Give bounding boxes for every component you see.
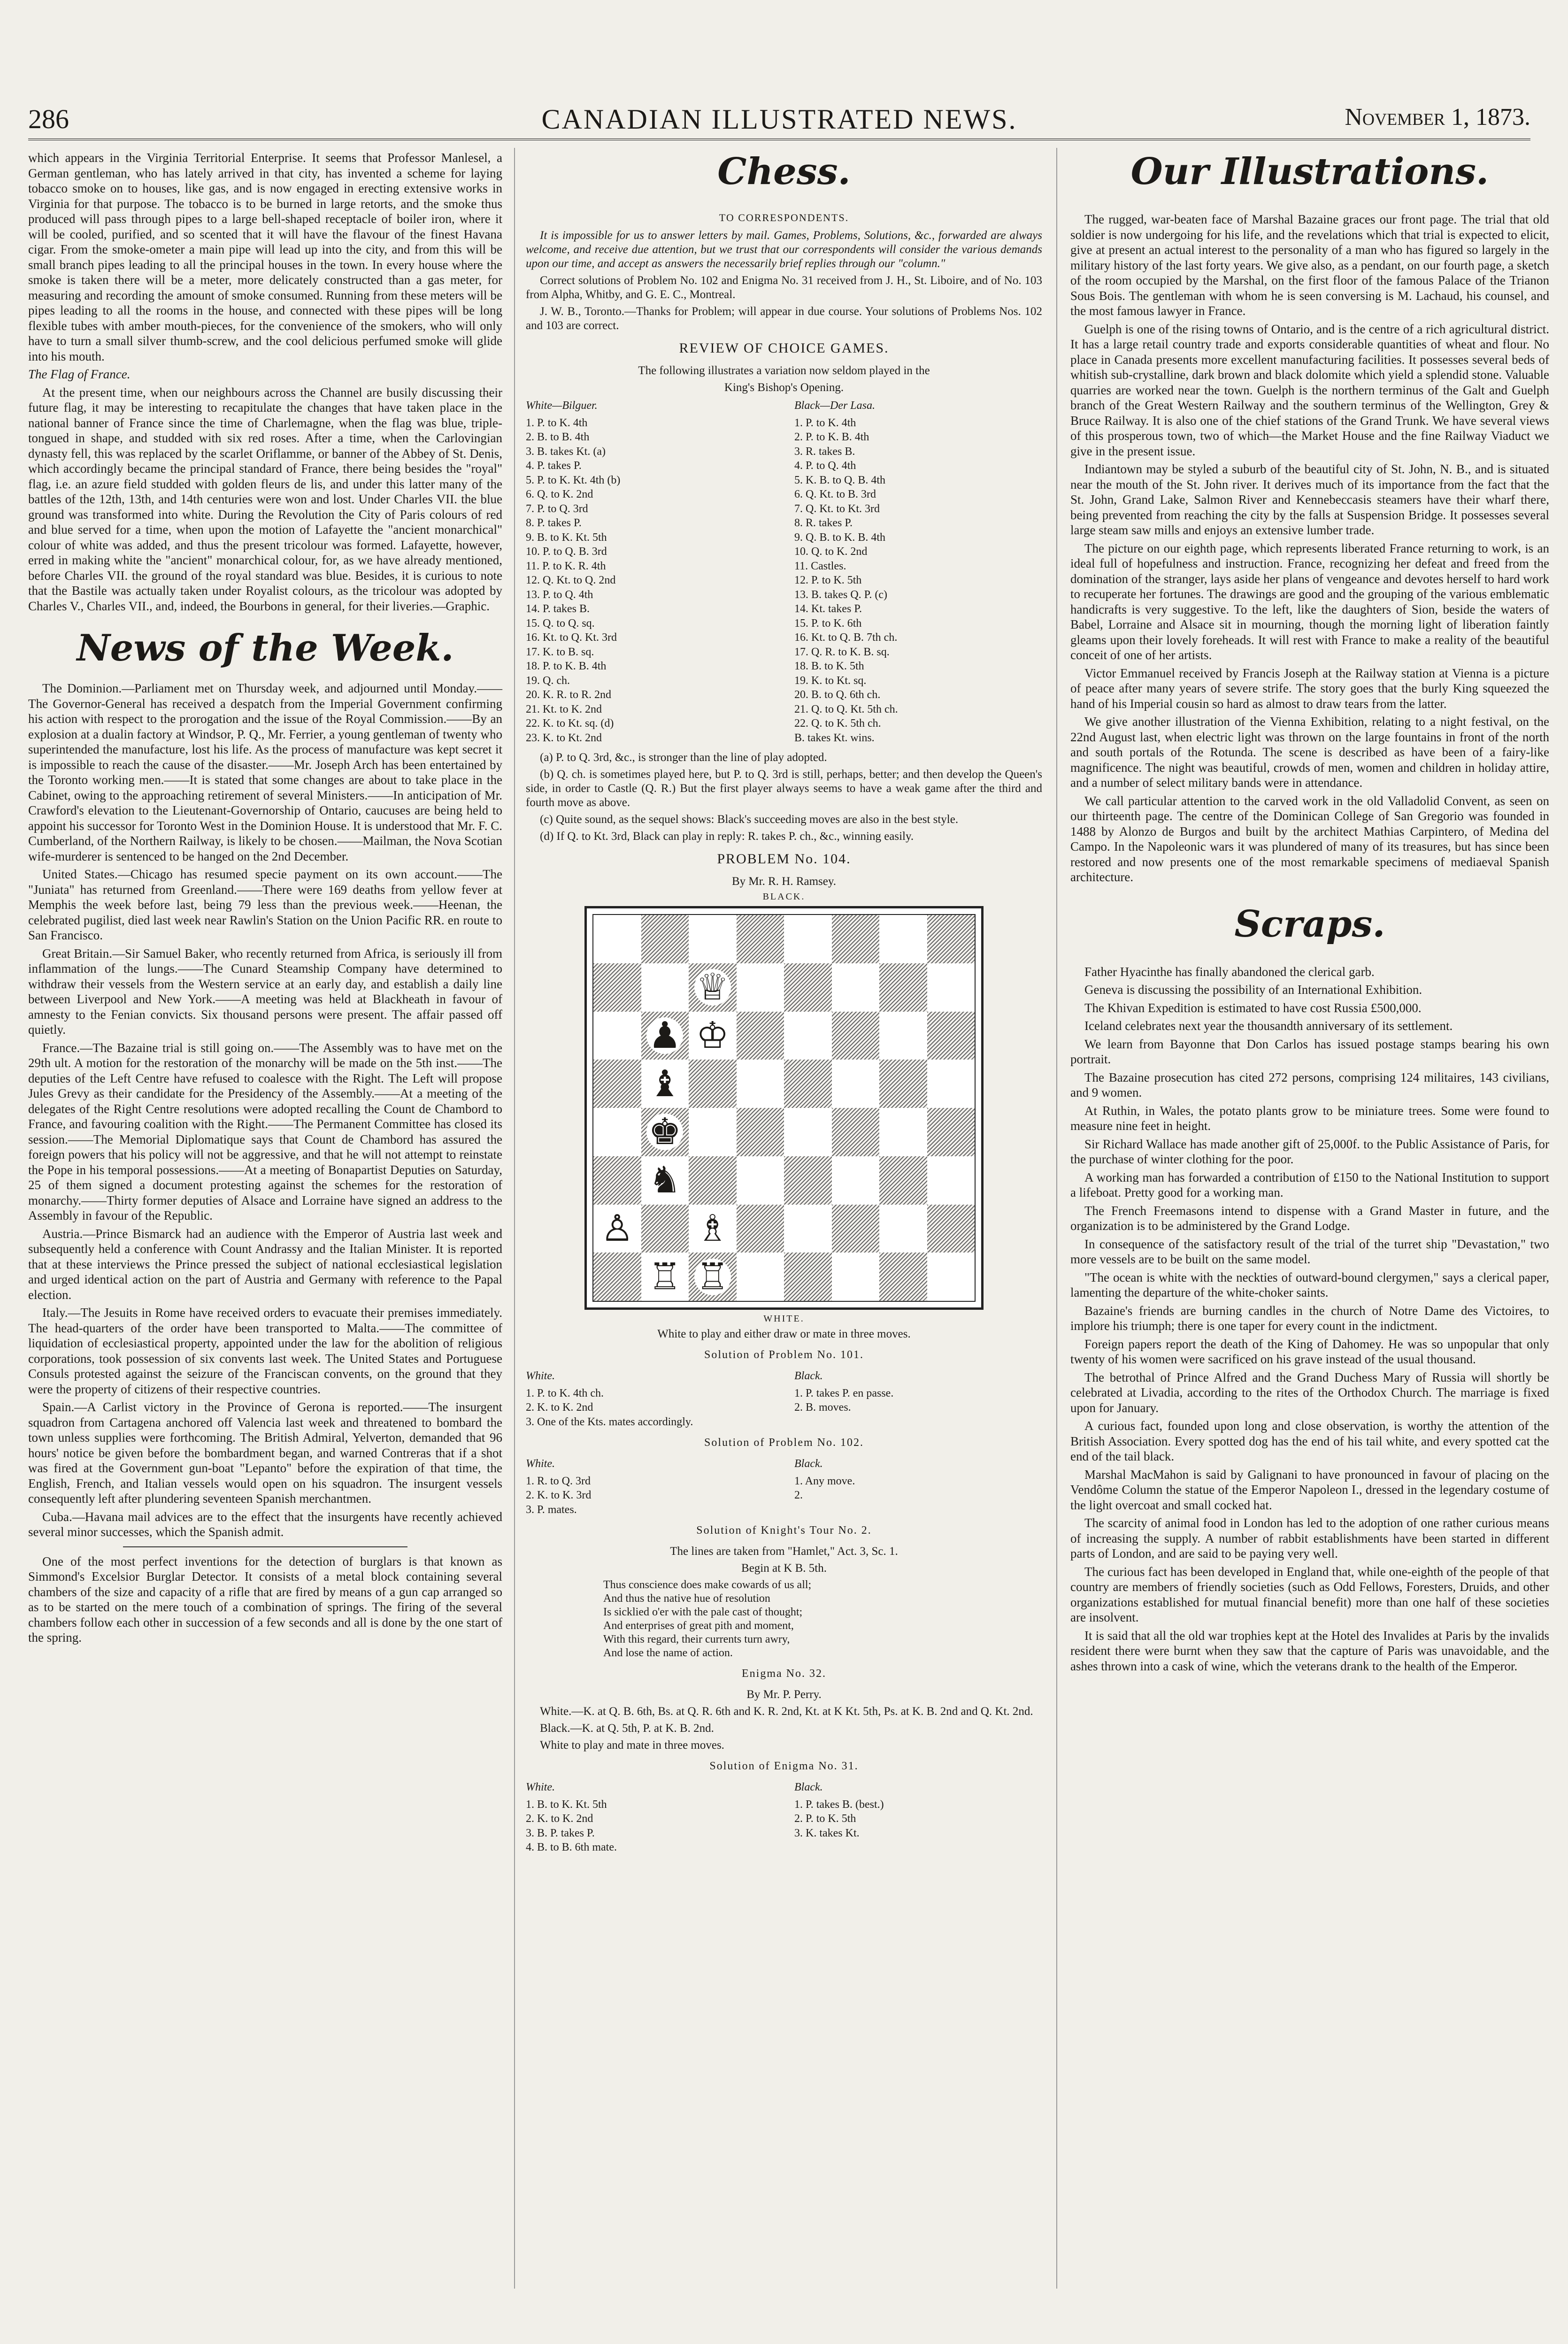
enigma-black: Black.—K. at Q. 5th, P. at K. B. 2nd. (540, 1722, 714, 1735)
illustration-paragraph: We give another illustration of the Vienna Exhibition, relating to a night festival, on the 22nd August last, when electric light was thrown on the large fountains in front of the north and south portals of the Rotunda. The scene is described as have been of a fairy-like magnificence. The night was beautiful, crowds of men, women and children in holiday attire, and a number of select military bands were in attendance. (1070, 715, 1549, 790)
board-square-e1 (784, 915, 832, 963)
illustrations-heading: Our Illustrations. (1130, 150, 1489, 193)
board-square-b3 (641, 1012, 689, 1060)
news-france: France.—The Bazaine trial is still going on.——The Assembly was to have met on the 29th ult. A motion for the restoration of the monarchy will be made on the 5th inst.——The deputies of the Left Centre have refused to coalesce with the Right. The Left will propose Jules Grevy as their candidate for the Presidency of the Assembly.——At a meeting of the delegates of the Right Centre resolutions were adopted recalling the Count de Chambord to France, and favouring coalition with the Right.——The Permanent Committee has closed its session.——The Memorial Diplomatique says that Count de Chambord has assured the foreign powers that his policy will not be aggressive, and that he will not attempt to reinstate the Pope in his temporal possessions.——At a meeting of Bonapartist Deputies on Saturday, 25 of them signed a document protesting against the schemes for the restoration of monarchy.——Thirty former deputies of Alsace and Lorraine have signed an address to the Assembly in favour of the Republic. (28, 1040, 502, 1222)
problem-caption: White to play and either draw or mate in three moves. (657, 1328, 911, 1340)
move: 18. B. to K. 5th (794, 660, 864, 672)
scrap-item: The Khivan Expedition is estimated to have cost Russia £500,000. (1084, 1000, 1422, 1015)
board-square-c2 (689, 963, 737, 1012)
move: 22. Q. to K. 5th ch. (794, 717, 881, 730)
scrap-item: We learn from Bayonne that Don Carlos has issued postage stamps bearing his own portrait. (1070, 1037, 1549, 1066)
move: 10. P. to Q. B. 3rd (526, 546, 607, 558)
solution-102-title: Solution of Problem No. 102. (704, 1437, 864, 1449)
move: 3. K. takes Kt. (794, 1827, 860, 1839)
move: 11. Castles. (794, 560, 846, 572)
solution-101 (526, 1369, 1042, 1429)
note-c: (c) Quite sound, as the sequel shows: Black's succeeding moves are also in the best style. (540, 813, 959, 826)
scraps-heading: Scraps. (1234, 902, 1385, 945)
board-square-h4 (927, 1060, 975, 1108)
board-square-g8 (879, 1253, 927, 1301)
correct-solutions: Correct solutions of Problem No. 102 and Enigma No. 31 received from J. H., St. Liboire, and of No. 103 from Alpha, Whitby, and G. E. C., Montreal. (526, 274, 1042, 301)
move: 9. B. to K. Kt. 5th (526, 531, 607, 544)
board-square-f8 (832, 1253, 880, 1301)
burglar-paragraph: One of the most perfect inventions for the detection of burglars is that known as Simmond's Excelsior Burglar Detector. It consists of a metal block containing several chambers of the size and capacity of a rifle that are fired by means of a gun cap arranged so as to be started on the mere touch of a combination of springs. The firing of the several chambers follow each other in succession of a few seconds and all is done by the one start of the spring. (28, 1554, 502, 1645)
enigma-author: By Mr. P. Perry. (746, 1688, 822, 1701)
board-square-h3 (927, 1012, 975, 1060)
board-square-a6 (593, 1156, 641, 1205)
board-square-e4 (784, 1060, 832, 1108)
board-square-g5 (879, 1108, 927, 1156)
chess-piece-c7: ♗ (694, 1210, 731, 1247)
chess-piece-b8: ♖ (646, 1259, 683, 1295)
board-square-f4 (832, 1060, 880, 1108)
board-square-d5 (737, 1108, 784, 1156)
flag-paragraph: At the present time, when our neighbours across the Channel are busily discussing their future flag, it may be interesting to recapitulate the changes that have taken place in the national banner of France since the time of Charlemagne, when the flag was blue, triple-tongued in shape, and studded with six red roses. After a time, when the Carlovingian dynasty fell, this was replaced by the scarlet Oriflamme, or banner of the Abbey of St. Denis, which accordingly became the principal standard of France, there being besides the "royal" flag, i.e. an azure field studded with golden fleurs de lis, and under this latter many of the battles of the 12th, 13th, and 14th centuries were won and lost. Under Charles VII. the blue ground was transformed into white. During the Revolution the City of Paris colours of red and blue served for a time, when upon the motion of Lafayette the "ancient monarchical" colour of white was added, and thus the present tricolour was formed. Lafayette, however, erred in making white the "ancient" monarchical colour, for, as we have already mentioned, before Charles VII. the ground of the royal standard was blue. Besides, it is curious to note that the Bastile was actually taken under Royalist colours, as the tricolour was adopted by Charles V., Charles VII., and, indeed, the Bourbons in general, for their liveries.—Graphic. (28, 385, 502, 613)
review-title: REVIEW OF CHOICE GAMES. (679, 340, 889, 356)
board-square-h8 (927, 1253, 975, 1301)
board-square-h5 (927, 1108, 975, 1156)
move: 3. P. mates. (526, 1503, 577, 1516)
board-square-b2 (641, 963, 689, 1012)
column-rule (514, 148, 515, 2289)
board-square-d8 (737, 1253, 784, 1301)
board-square-b7 (641, 1205, 689, 1253)
illustration-paragraph: The rugged, war-beaten face of Marshal Bazaine graces our front page. The trial that old soldier is now undergoing for his life, and the revelations which that trial is expected to elicit, give at present an actual interest to the personality of a man who has figured so largely in the military history of the last forty years. We give also, as a pendant, on our fourth page, a sketch of the room occupied by the Marshal, on the first floor of the famous Palace of the Trianon Sous Bois. The gentleman with whom he is seen conversing is M. Lachaud, his counsel, and the most famous lawyer in France. (1070, 212, 1549, 318)
news-heading: News of the Week. (77, 627, 454, 669)
move: 5. K. B. to Q. B. 4th (794, 474, 886, 486)
board-square-e8 (784, 1253, 832, 1301)
board-square-a4 (593, 1060, 641, 1108)
board-square-d4 (737, 1060, 784, 1108)
move: 7. Q. Kt. to Kt. 3rd (794, 502, 880, 515)
scrap-item: The scarcity of animal food in London has led to the adoption of one rather curious means of increasing the supply. A number of rabbit establishments have been started in different parts of London, and are said to be paying very well. (1070, 1516, 1549, 1560)
board-square-h2 (927, 963, 975, 1012)
solution-31-white (526, 1780, 774, 1855)
black-moves (794, 399, 1042, 745)
move: 1. P. to K. 4th (794, 416, 856, 429)
board-square-g6 (879, 1156, 927, 1205)
chess-board-frame (584, 906, 984, 1310)
scrap-item: A working man has forwarded a contribution of £150 to the National Institution to support a lifeboat. Pretty good for a working man. (1070, 1170, 1549, 1199)
board-square-d3 (737, 1012, 784, 1060)
move: 2. P. to K. 5th (794, 1813, 856, 1825)
move: 4. P. takes P. (526, 460, 582, 472)
move: 1. R. to Q. 3rd (526, 1475, 591, 1487)
white-label: WHITE. (763, 1314, 805, 1324)
scrap-item: The Bazaine prosecution has cited 272 persons, comprising 124 militaires, 143 civilians, and 9 women. (1070, 1070, 1549, 1099)
knights-tour-intro: The lines are taken from "Hamlet," Act. 3, Sc. 1. (670, 1545, 898, 1558)
move: 18. P. to K. B. 4th (526, 660, 607, 672)
board-square-e5 (784, 1108, 832, 1156)
chess-piece-b3: ♟ (646, 1017, 683, 1054)
illustration-paragraph: The picture on our eighth page, which represents liberated France returning to work, is an ideal full of hopefulness and instruction. France, recognizing her defeat and freed from the domination of the stranger, lays aside her plans of vengeance and devotes herself to hard work to recuperate her fortunes. The drawings are good and the grouping of the various emblematic handicrafts is very suggestive. To the left, like the daughters of Sion, beside the waters of Babel, Lorraine and Alsace sit in mourning, though the morning light of liberation faintly gleams upon their lovely foreheads. It will rest with France to make a reality of the beautiful conceit of one of her artists. (1070, 541, 1549, 662)
move: 1. P. to K. 4th ch. (526, 1387, 604, 1399)
board-square-a2 (593, 963, 641, 1012)
move: 19. K. to Kt. sq. (794, 674, 867, 687)
move: 6. Q. Kt. to B. 3rd (794, 488, 876, 500)
scrap-item: Marshal MacMahon is said by Galignani to have pronounced in favour of placing on the Vendôme Column the statue of the Emperor Napoleon I., dressed in the legendary costume of the light overcoat and small cocked hat. (1070, 1467, 1549, 1512)
scrap-item: Bazaine's friends are burning candles in the church of Notre Dame des Victoires, to implore his triumph; there is one taper for every count in the indictment. (1070, 1303, 1549, 1333)
verse-line: And enterprises of great pith and moment, (603, 1620, 794, 1632)
board-square-d6 (737, 1156, 784, 1205)
scrap-item: A curious fact, founded upon long and close observation, is worthy the attention of the British Association. Every spotted dog has the end of his tail white, and every spotted cat the end of the tail black. (1070, 1419, 1549, 1463)
move: 15. P. to K. 6th (794, 617, 862, 630)
move: 16. Kt. to Q. B. 7th ch. (794, 631, 898, 644)
board-square-h6 (927, 1156, 975, 1205)
col-head: Black. (794, 1458, 823, 1470)
white-player: White—Bilguer. (526, 400, 598, 412)
divider (123, 1546, 407, 1547)
move: 12. Q. Kt. to Q. 2nd (526, 574, 616, 586)
move: 2. B. moves. (794, 1401, 851, 1414)
board-square-c7 (689, 1205, 737, 1253)
verse-line: With this regard, their currents turn awry, (603, 1633, 790, 1645)
board-square-g7 (879, 1205, 927, 1253)
column-right (1070, 150, 1549, 1676)
enigma-title: Enigma No. 32. (742, 1668, 826, 1680)
note-b: (b) Q. ch. is sometimes played here, but P. to Q. 3rd is still, perhaps, better; and then develop the Queen's side, in order to Castle (Q. R.) But the first player always seems to have a weak game after the third and fourth move as above. (526, 768, 1042, 809)
board-square-c3 (689, 1012, 737, 1060)
scrap-item: The French Freemasons intend to dispense with a Grand Master in future, and the organization is to be administered by the Grand Lodge. (1070, 1203, 1549, 1233)
move: 4. B. to B. 6th mate. (526, 1841, 617, 1853)
move: 1. P. takes B. (best.) (794, 1798, 884, 1811)
board-square-c5 (689, 1108, 737, 1156)
board-square-h7 (927, 1205, 975, 1253)
enigma-caption: White to play and mate in three moves. (540, 1739, 724, 1752)
news-dominion: The Dominion.—Parliament met on Thursday week, and adjourned until Monday.——The Governor-General has received a despatch from the Imperial Government confirming his action with respect to the prorogation and the issue of the Royal Commission.——By an explosion at a dualin factory at Windsor, P. Q., Mr. Ferrier, a young gentleman of twenty who superintended the manufacture, lost his life. As the process of manufacture was kept secret it is impossible to reach the cause of the disaster.——Mr. Joseph Arch has been entertained by the Toronto working men.——It is stated that some changes are about to take place in the Cabinet, owing to the approaching retirement of several Ministers.——In anticipation of Mr. Crawford's elevation to the Lieutenant-Governorship of Ontario, caucuses are being held to appoint his successor for Toronto West in the Dominion House. It is understood that Mr. F. C. Cumberland, of the Northern Railway, is likely to be chosen.——Mailman, the Nova Scotian wife-murderer is sentenced to be hanged on the 2nd December. (28, 681, 502, 863)
board-square-g4 (879, 1060, 927, 1108)
board-square-b1 (641, 915, 689, 963)
illustration-paragraph: Indiantown may be styled a suburb of the beautiful city of St. John, N. B., and is situated near the mouth of the St. John river. It derives much of its importance from the fact that the St. John, Grand Lake, Salmon River and Kennebeccasis steamers have their wharf there, being prevented from reaching the city by the falls at Suspension Bridge. It possesses several large steam saw mills and enjoys an extensive lumber trade. (1070, 462, 1549, 537)
move: 3. R. takes B. (794, 445, 855, 458)
move: 20. K. R. to R. 2nd (526, 689, 612, 701)
move: 16. Kt. to Q. Kt. 3rd (526, 631, 617, 644)
board-square-f6 (832, 1156, 880, 1205)
board-square-e6 (784, 1156, 832, 1205)
review-intro: The following illustrates a variation now seldom played in the (638, 364, 930, 377)
scrap-item: The betrothal of Prince Alfred and the Grand Duchess Mary of Russia will shortly be celebrated at Livadia, according to the rites of the Orthodox Church. The marriage is fixed upon for January. (1070, 1370, 1549, 1415)
solution-102-black (794, 1457, 1042, 1517)
news-spain: Spain.—A Carlist victory in the Province of Gerona is reported.——The insurgent squadron from Cartagena anchored off Valencia last week and threatened to bombard the town unless supplies were forthcoming. The British Admiral, Yelverton, demanded that 96 hours' notice be given before the bombardment began, and warned Contreras that if a shot was fired at the Government gun-boat "Lepanto" before the expiration of that time, the English, French, and Italian vessels would open on his squadron. The insurgent vessels consequently left after plundering seventeen Spanish merchantmen. (28, 1400, 502, 1506)
scrap-item: Sir Richard Wallace has made another gift of 25,000f. to the Public Assistance of Paris, for the purchase of winter clothing for the poor. (1070, 1137, 1549, 1166)
issue-date: November 1, 1873. (1345, 104, 1530, 131)
move: 23. K. to Kt. 2nd (526, 731, 602, 744)
verse-line: Is sicklied o'er with the pale cast of thought; (603, 1606, 803, 1618)
chess-piece-b6: ♞ (646, 1162, 683, 1199)
board-square-a8 (593, 1253, 641, 1301)
scrap-item: Father Hyacinthe has finally abandoned the clerical garb. (1084, 964, 1375, 979)
news-united-states: United States.—Chicago has resumed specie payment on its own account.——The "Juniata" has returned from Greenland.——There were 169 deaths from yellow fever at Memphis the week before last, being 79 less than the previous week.——Heenan, the celebrated pugilist, died last week near Rawlin's Station on the Union Pacific RR. en route to San Francisco. (28, 867, 502, 942)
move: 5. P. to K. Kt. 4th (b) (526, 474, 621, 486)
chess-piece-c3: ♔ (694, 1017, 731, 1054)
black-player: Black—Der Lasa. (794, 400, 875, 412)
solution-31-title: Solution of Enigma No. 31. (709, 1760, 859, 1772)
scrap-item: Geneva is discussing the possibility of an International Exhibition. (1084, 983, 1422, 997)
move: 10. Q. to K. 2nd (794, 546, 868, 558)
board-square-a1 (593, 915, 641, 963)
chess-piece-c2: ♕ (694, 969, 731, 1006)
board-square-c4 (689, 1060, 737, 1108)
move: 3. B. P. takes P. (526, 1827, 595, 1839)
col-head: White. (526, 1458, 555, 1470)
scrap-item: In consequence of the satisfactory result of the trial of the turret ship "Devastation," two more vessels are to be built on the same model. (1070, 1237, 1549, 1266)
verse-line: And thus the native hue of resolution (603, 1592, 770, 1605)
move: 4. P. to Q. 4th (794, 460, 856, 472)
move: 2. B. to B. 4th (526, 431, 590, 443)
board-square-c8 (689, 1253, 737, 1301)
scrap-item: It is said that all the old war trophies kept at the Hotel des Invalides at Paris by the invalids resident there were burnt when they saw that the capture of Paris was unavoidable, and the ashes thrown into a cask of wine, which the veterans drank to the health of the Emperor. (1070, 1628, 1549, 1673)
col-head: White. (526, 1370, 555, 1382)
column-rule (1056, 148, 1057, 2289)
move: 19. Q. ch. (526, 674, 570, 687)
move: 8. R. takes P. (794, 517, 853, 529)
scrap-item: "The ocean is white with the neckties of outward-bound clergymen," says a clerical paper, lamenting the departure of the white-choker saints. (1070, 1270, 1549, 1299)
board-square-e7 (784, 1205, 832, 1253)
move: 7. P. to Q. 3rd (526, 502, 588, 515)
correspondents-notice: It is impossible for us to answer letters by mail. Games, Problems, Solutions, &c., forwarded are always welcome, and receive due attention, but we trust that our correspondents will consider the various demands upon our time, and accept as answers the necessarily brief replies through our "column." (526, 229, 1042, 270)
game-moves (526, 399, 1042, 745)
solution-101-title: Solution of Problem No. 101. (704, 1349, 864, 1361)
move: 8. P. takes P. (526, 517, 582, 529)
move: 12. P. to K. 5th (794, 574, 862, 586)
chess-piece-a7: ♙ (599, 1210, 636, 1247)
chess-board (592, 914, 976, 1302)
move: 6. Q. to K. 2nd (526, 488, 593, 500)
board-square-g2 (879, 963, 927, 1012)
board-square-b5 (641, 1108, 689, 1156)
chess-piece-b4: ♝ (646, 1066, 683, 1102)
illustration-paragraph: We call particular attention to the carved work in the old Valladolid Convent, as seen on our thirteenth page. The centre of the Dominican College of San Gregorio was founded in 1488 by Alonzo de Burgos and built by the architect Mathias Carpintero, of Medina del Campo. In the Napoleonic wars it was plundered of many of its treasures, but has since been restored and now presents one of the most remarkable specimens of mediaeval Spanish architecture. (1070, 793, 1549, 884)
move: 13. B. takes Q. P. (c) (794, 588, 887, 601)
board-square-c6 (689, 1156, 737, 1205)
board-square-f1 (832, 915, 880, 963)
move: 1. B. to K. Kt. 5th (526, 1798, 607, 1811)
column-left (28, 150, 502, 1648)
enigma-white: White.—K. at Q. B. 6th, Bs. at Q. R. 6th and K. R. 2nd, Kt. at K Kt. 5th, Ps. at K. B. 2nd and Q. Kt. 2nd. (540, 1705, 1033, 1718)
verse-line: And lose the name of action. (603, 1647, 733, 1659)
board-square-f5 (832, 1108, 880, 1156)
news-cuba: Cuba.—Havana mail advices are to the effect that the insurgents have recently achieved several minor successes, which the Spanish admit. (28, 1509, 502, 1539)
solution-101-black (794, 1369, 1042, 1429)
opening-name: King's Bishop's Opening. (724, 381, 844, 394)
board-square-b6 (641, 1156, 689, 1205)
col-head: Black. (794, 1370, 823, 1382)
board-square-d1 (737, 915, 784, 963)
column-chess (526, 150, 1042, 1860)
move: 15. Q. to Q. sq. (526, 617, 595, 630)
knights-tour-begin: Begin at K B. 5th. (741, 1562, 827, 1575)
board-square-f3 (832, 1012, 880, 1060)
board-square-g3 (879, 1012, 927, 1060)
board-square-a7 (593, 1205, 641, 1253)
move: 22. K. to Kt. sq. (d) (526, 717, 614, 730)
move: 2. K. to K. 3rd (526, 1489, 592, 1501)
board-square-e2 (784, 963, 832, 1012)
chess-piece-c8: ♖ (694, 1259, 731, 1295)
board-square-e3 (784, 1012, 832, 1060)
move: 2. P. to K. B. 4th (794, 431, 869, 443)
illustration-paragraph: Guelph is one of the rising towns of Ontario, and is the centre of a rich agricultural district. It has a large retail country trade and exports considerable quantities of wheat and flour. No place in Canada presents more excellent manufacturing facilities. It possesses several beds of whitish sub-crystalline, dark brown and black dolomite which yield a splendid stone. Valuable quarries are worked near the town. Guelph is the northern terminus of the Galt and Guelph branch of the Great Western Railway and the southern terminus of the Wellington, Grey & Bruce Railway. It is also one of the chief stations of the Grand Trunk. We have several views of this prosperous town, two of which—the Market House and the fine Railway Viaduct we give in the present issue. (1070, 322, 1549, 458)
board-square-a3 (593, 1012, 641, 1060)
news-austria: Austria.—Prince Bismarck had an audience with the Emperor of Austria last week and subsequently held a conference with Count Andrassy and the Italian Minister. It is reported that at these interviews the Prince pressed the subject of national ecclesiastical legislation and urged identical action on the part of Austria and Germany with reference to the Papal election. (28, 1226, 502, 1302)
paper-title: CANADIAN ILLUSTRATED NEWS. (541, 104, 1017, 135)
scrap-item: Iceland celebrates next year the thousandth anniversary of its settlement. (1084, 1019, 1453, 1033)
jwb-note: J. W. B., Toronto.—Thanks for Problem; will appear in due course. Your solutions of Problems Nos. 102 and 103 are correct. (526, 305, 1042, 332)
board-square-f2 (832, 963, 880, 1012)
move: 1. Any move. (794, 1475, 855, 1487)
scrap-item: The curious fact has been developed in England that, while one-eighth of the people of that country are members of friendly societies (such as Odd Fellows, Foresters, Druids, and other organizations established for mutual financial benefit) more than one half of these societies are insolvent. (1070, 1564, 1549, 1624)
verse-line: Thus conscience does make cowards of us all; (603, 1579, 812, 1591)
move: 1. P. to K. 4th (526, 416, 588, 429)
knights-tour-title: Solution of Knight's Tour No. 2. (696, 1524, 872, 1537)
black-label: BLACK. (762, 891, 806, 902)
board-square-f7 (832, 1205, 880, 1253)
chess-heading: Chess. (717, 150, 851, 193)
move: 3. B. takes Kt. (a) (526, 445, 606, 458)
solution-31-black (794, 1780, 1042, 1855)
move: 1. P. takes P. en passe. (794, 1387, 894, 1399)
white-moves (526, 399, 774, 745)
move: 21. Q. to Q. Kt. 5th ch. (794, 703, 898, 715)
col-head: Black. (794, 1781, 823, 1793)
move: 2. (794, 1489, 803, 1501)
solution-102-white (526, 1457, 774, 1517)
problem-author: By Mr. R. H. Ramsey. (732, 875, 836, 888)
scrap-item: Foreign papers report the death of the King of Dahomey. He was so unpopular that only twenty of his women were sacrificed on his grave instead of the usual thousand. (1070, 1337, 1549, 1366)
correspondents-title: TO CORRESPONDENTS. (719, 212, 849, 223)
board-square-b4 (641, 1060, 689, 1108)
move: 14. P. takes B. (526, 603, 590, 615)
board-square-g1 (879, 915, 927, 963)
masthead (28, 101, 1530, 140)
illustration-paragraph: Victor Emmanuel received by Francis Joseph at the Railway station at Vienna is a picture of peace after many years of severe strife. The story goes that the burly King squeezed the hand of his Imperial cousin so hard as almost to draw tears from the latter. (1070, 666, 1549, 711)
move: 14. Kt. takes P. (794, 603, 862, 615)
move: B. takes Kt. wins. (794, 731, 875, 744)
board-square-d2 (737, 963, 784, 1012)
board-square-a5 (593, 1108, 641, 1156)
news-italy: Italy.—The Jesuits in Rome have received orders to evacuate their premises immediately. The head-quarters of the order have been transported to Malta.——The committee of liquidation of ecclesiastical property, appointed under the law for the abolition of religious corporations, took possession of six convents last week. The United States and Portuguese Consuls protested against the seizure of the Franciscan convents, on the ground that they were the property of citizens of their respective countries. (28, 1306, 502, 1396)
solution-31 (526, 1780, 1042, 1855)
page-number: 286 (28, 104, 69, 134)
tobacco-paragraph: which appears in the Virginia Territorial Enterprise. It seems that Professor Manlesel, a German gentleman, who has lately arrived in that city, has invented a scheme for laying tobacco smoke on to houses, like gas, and is now engaged in erecting extensive works in Virginia for that purpose. The tobacco is to be burned in large retorts, and the smoke thus produced will pass through pipes to a large bell-shaped receptacle of boiler iron, where it will be cooled, purified, and so scented that it will have the flavour of the finest Havana cigar. From the smoke-ometer a main pipe will lead up into the city, and from this will be small branch pipes leading to all the principal houses in the town. In every house where the smoke is taken there will be a meter, more delicately constructed than a gas meter, for measuring and recording the amount of smoke consumed. Running from these meters will be pipes leading to all the rooms in the house, and connected with these pipes will be long flexible tubes with amber mouth-pieces, for the convenience of the smokers, who will only have to turn a small silver thumb-screw, and the cool delicious perfumed smoke will glide into his mouth. (28, 151, 502, 363)
board-square-h1 (927, 915, 975, 963)
note-d: (d) If Q. to Kt. 3rd, Black can play in reply: R. takes P. ch., &c., winning easily. (540, 830, 914, 843)
solution-102 (526, 1457, 1042, 1517)
move: 2. K. to K. 2nd (526, 1401, 593, 1414)
move: 3. One of the Kts. mates accordingly. (526, 1415, 693, 1428)
move: 21. Kt. to K. 2nd (526, 703, 602, 715)
move: 17. K. to B. sq. (526, 646, 594, 658)
move: 17. Q. R. to K. B. sq. (794, 646, 890, 658)
move: 13. P. to Q. 4th (526, 588, 593, 601)
note-a: (a) P. to Q. 3rd, &c., is stronger than the line of play adopted. (540, 751, 827, 764)
hamlet-verse (603, 1578, 965, 1660)
news-great-britain: Great Britain.—Sir Samuel Baker, who recently returned from Africa, is seriously ill from inflammation of the lungs.——The Cunard Steamship Company have determined to withdraw their vessels from the Western service at an early day, and establish a daily line between Liverpool and New York.——A meeting was held at Blackheath in favour of amnesty to the Fenian convicts. Six thousand persons were present. The affair passed off quietly. (28, 946, 502, 1037)
move: 11. P. to K. R. 4th (526, 560, 606, 572)
flag-title: The Flag of France. (28, 367, 131, 381)
board-square-d7 (737, 1205, 784, 1253)
col-head: White. (526, 1781, 555, 1793)
scrap-item: At Ruthin, in Wales, the potato plants grow to be miniature trees. Some were found to measure nine feet in height. (1070, 1103, 1549, 1133)
move: 2. K. to K. 2nd (526, 1813, 593, 1825)
move: 9. Q. B. to K. B. 4th (794, 531, 886, 544)
problem-title: PROBLEM No. 104. (717, 851, 851, 867)
move: 20. B. to Q. 6th ch. (794, 689, 881, 701)
board-square-b8 (641, 1253, 689, 1301)
solution-101-white (526, 1369, 774, 1429)
board-square-c1 (689, 915, 737, 963)
chess-piece-b5: ♚ (646, 1114, 683, 1150)
